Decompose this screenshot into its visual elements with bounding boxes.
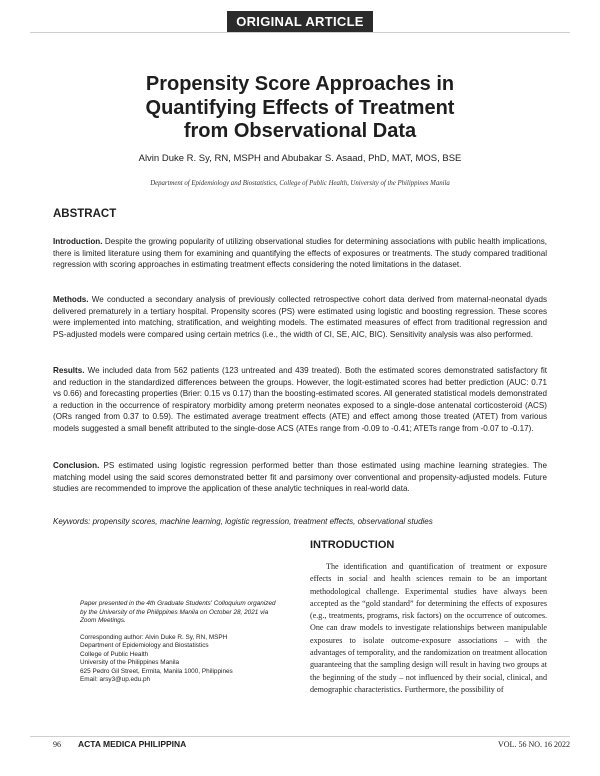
corresponding-department: Department of Epidemiology and Biostatistics xyxy=(80,642,209,649)
introduction-body: The identification and quantification of treatment or exposure effects in social and health sciences remain to be an important methodological challenge. Experimental studies have always been accepted as the “gold standard” for determining the effects of exposures (e.g., treatments, programs, risk factors) on the occurrence of outcomes. One can draw models to investigate relationships between manipulable exposures to isolate outcome-exposure associations – with the advantages of temporality, and the randomization on treatment allocation guaranteeing that the sampling design will result in having two groups at the beginning of the study – not influenced by their social, clinical, and demographic characteristics. Furthermore, the possibility of xyxy=(310,562,547,694)
corresponding-email: Email: arsy3@up.edu.ph xyxy=(80,676,151,683)
volume-issue: VOL. 56 NO. 16 2022 xyxy=(498,740,570,749)
footer-divider xyxy=(30,736,570,737)
abstract-methods-text: We conducted a secondary analysis of previously collected retrospective cohort data derived from maternal-neonatal dyads delivered prematurely in a tertiary hospital. Propensity scores (PS) were estimated using logistic and boosting regression. These scores were implemented into matching, stratification, and weighting models. The estimated measures of effect from traditional regression and PS-adjusted models were compared using certain metrics (i.e., the width of CI, SE, AIC, BIC). Sensitivity analysis was also performed. xyxy=(53,295,547,339)
article-title xyxy=(60,73,540,144)
journal-name: ACTA MEDICA PHILIPPINA xyxy=(78,739,187,749)
corresponding-university: University of the Philippines Manila xyxy=(80,659,180,666)
abstract-conclusion-text: PS estimated using logistic regression performed better than those estimated using machine learning strategies. The matching model using the said scores demonstrated better fit and parsimony over conventional and propensity-adjusted models. Future studies are recommended to improve the application of these analytic techniques in real-world data. xyxy=(53,461,547,494)
abstract-methods xyxy=(53,294,547,340)
presentation-note: Paper presented in the 4th Graduate Students' Colloquium organized by the University of the Philippines Manila on October 28, 2021 via Zoom Meetings. xyxy=(80,600,276,624)
header-divider xyxy=(30,32,570,33)
corresponding-address: 625 Pedro Gil Street, Ermita, Manila 1000, Philippines xyxy=(80,667,233,675)
abstract-conclusion-label: Conclusion. xyxy=(53,461,100,470)
keywords-text: propensity scores, machine learning, logistic regression, treatment effects, observational studies xyxy=(90,517,433,526)
keywords-label: Keywords: xyxy=(53,517,91,526)
abstract-heading: ABSTRACT xyxy=(53,208,117,220)
abstract-introduction xyxy=(53,236,547,271)
article-sidenote xyxy=(80,600,280,685)
abstract-results-text: We included data from 562 patients (123 untreated and 439 treated). Both the estimated scores demonstrated satisfactory fit and reduction in the standardized differences between the groups. However, the logit-estimated scores had better prediction (AUC: 0.71 vs 0.66) and forecasting properties (Brier: 0.15 vs 0.17) than the boosting-estimated scores. All generated statistical models demonstrated a reduction in the occurrence of respiratory morbidity among preterm neonates exposed to a single-dose antenatal corticosteroid (ACS) (ORs ranged from 0.37 to 0.59). The estimated average treatment effects (ATE) and effect among those treated (ATET) from various models suggested a small benefit attributed to the single-dose ACS (ATEs range from -0.09 to -0.41; ATETs range from -0.07 to -0.17). xyxy=(53,366,547,433)
title-line: Propensity Score Approaches in xyxy=(145,73,455,95)
title-line: Quantifying Effects of Treatment xyxy=(145,96,455,119)
abstract-conclusion xyxy=(53,460,547,495)
keywords xyxy=(53,517,547,526)
abstract-introduction-label: Introduction. xyxy=(53,237,103,246)
author-list: Alvin Duke R. Sy, RN, MSPH and Abubakar S. Asaad, PhD, MAT, MOS, BSE xyxy=(138,153,462,164)
corresponding-author: Corresponding author: Alvin Duke R. Sy, RN, MSPH xyxy=(80,633,228,641)
title-line: from Observational Data xyxy=(183,120,417,142)
abstract-results-label: Results. xyxy=(53,366,85,375)
article-type-banner: ORIGINAL ARTICLE xyxy=(227,11,373,33)
author-affiliation: Department of Epidemiology and Biostatistics, College of Public Health, University of the Philippines Manila xyxy=(150,180,450,187)
abstract-results xyxy=(53,365,547,435)
abstract-introduction-text: Despite the growing popularity of utilizing observational studies for determining associations with public health implications, there is limited literature using them for examining and quantifying the effects of exposures or treatments. The study compared traditional regression with scoring approaches in estimating treatment effects considering the noted limitations in the dataset. xyxy=(53,237,547,270)
page-number: 96 xyxy=(53,740,61,749)
introduction-heading: INTRODUCTION xyxy=(310,539,395,551)
corresponding-college: College of Public Health xyxy=(80,650,149,658)
abstract-methods-label: Methods. xyxy=(53,295,89,304)
